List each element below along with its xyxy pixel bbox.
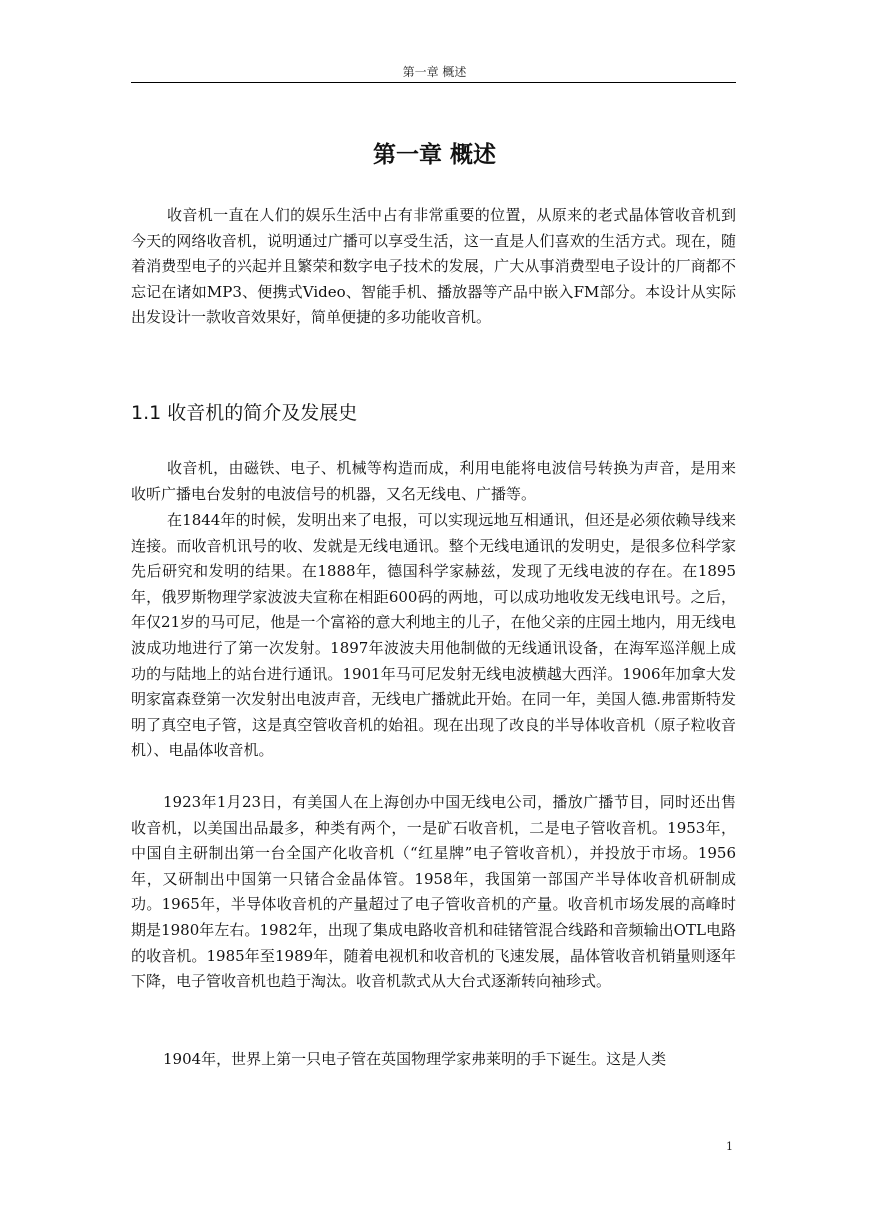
running-header: 第一章 概述 xyxy=(402,65,467,79)
page-number: 1 xyxy=(726,1140,733,1153)
section-paragraph-2: 在1844年的时候，发明出来了电报，可以实现远地互相通讯，但还是必须依赖导线来连接。而收音机讯号的收、发就是无线电通讯。整个无线电通讯的发明史，是很多位科学家先后研究和发明的结果。在1888年，德国科学家赫兹，发现了无线电波的存在。在1895年，俄罗斯物理学家波波夫宣称在相距600码的两地，可以成功地收发无线电讯号。之后，年仅21岁的马可尼，他是一个富裕的意大利地主的儿子，在他父亲的庄园土地内，用无线电波成功地进行了第一次发射。1897年波波夫用他制做的无线通讯设备，在海军巡洋舰上成功的与陆地上的站台进行通讯。1901年马可尼发射无线电波横越大西洋。1906年加拿大发明家富森登第一次发射出电波声音，无线电广播就此开始。在同一年，美国人德.弗雷斯特发明了真空电子管，这是真空管收音机的始祖。现在出现了改良的半导体收音机（原子粒收音机）、电晶体收音机。 xyxy=(131,511,736,760)
chapter-title: 第一章 概述 xyxy=(372,142,496,168)
section-paragraph-3: 1923年1月23日，有美国人在上海创办中国无线电公司，播放广播节目，同时还出售收音机，以美国出品最多，种类有两个，一是矿石收音机，二是电子管收音机。1953年，中国自主研制出第一台全国产化收音机（“红星牌”电子管收音机），并投放于市场。1956年，又研制出中国第一只锗合金晶体管。1958年，我国第一部国产半导体收音机研制成功。1965年，半导体收音机的产量超过了电子管收音机的产量。收音机市场发展的高峰时期是1980年左右。1982年，出现了集成电路收音机和硅锗管混合线路和音频输出OTL电路的收音机。1985年至1989年，随着电视机和收音机的飞速发展，晶体管收音机销量则逐年下降，电子管收音机也趋于淘汰。收音机款式从大台式逐渐转向袖珍式。 xyxy=(131,793,736,991)
section-paragraph-1: 收音机，由磁铁、电子、机械等构造而成，利用电能将电波信号转换为声音，是用来收听广播电台发射的电波信号的机器，又名无线电、广播等。 xyxy=(131,459,736,503)
section-paragraph-4: 1904年，世界上第一只电子管在英国物理学家弗莱明的手下诞生。这是人类 xyxy=(163,1050,667,1068)
header-divider xyxy=(131,82,736,83)
intro-paragraph: 收音机一直在人们的娱乐生活中占有非常重要的位置，从原来的老式晶体管收音机到今天的网络收音机，说明通过广播可以享受生活，这一直是人们喜欢的生活方式。现在，随着消费型电子的兴起并且繁荣和数字电子技术的发展，广大从事消费型电子设计的厂商都不忘记在诸如MP3、便携式Video、智能手机、播放器等产品中嵌入FM部分。本设计从实际出发设计一款收音效果好，简单便捷的多功能收音机。 xyxy=(131,206,736,327)
section-heading: 1.1 收音机的简介及发展史 xyxy=(131,402,358,424)
